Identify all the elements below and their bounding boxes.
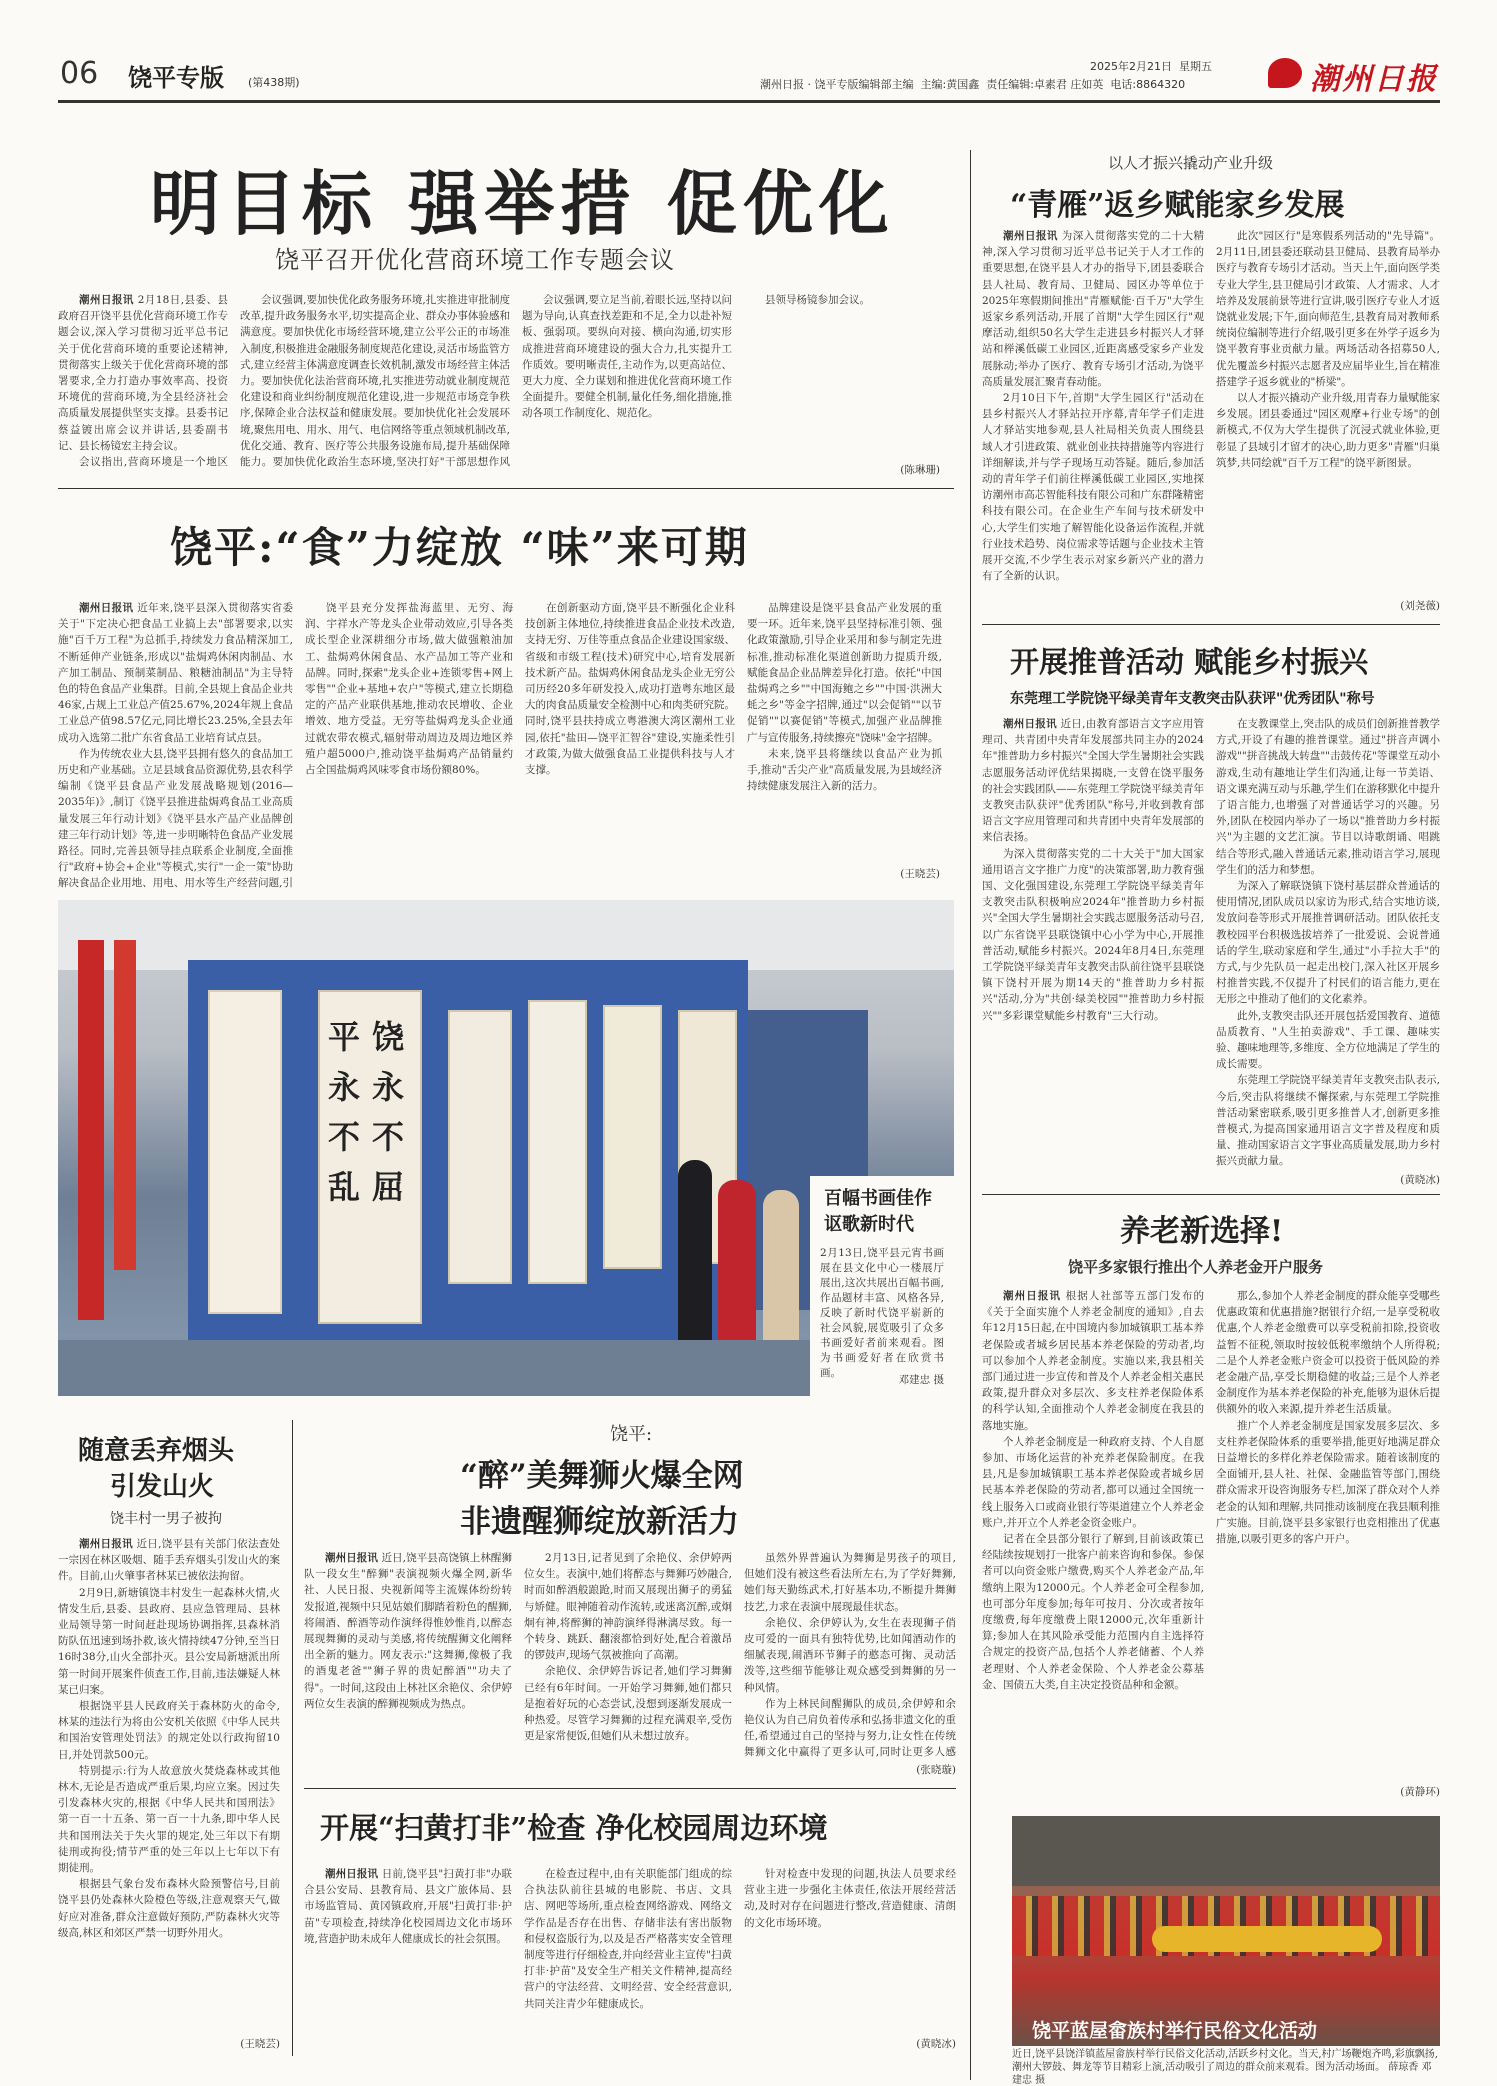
talent-title: “青雁”返乡赋能家乡发展: [1010, 188, 1345, 223]
lead-body-col1: 潮州日报讯 2月18日,县委、县政府召开饶平县优化营商环境工作专题会议,深入学习贯彻习近平总书记关于优化营商环境的重要论述精神,贯彻落实上级关于优化营商环境的部署要求,全力打造办事效率高、投资环境优的营商环境,为全县经济社会高质量发展提供坚实支撑。县委书记蔡益镀出席会议并讲话,县委副书记、县长杨镜宏主持会议。 会议指出,营商环境是一个地区: [58, 294, 228, 469]
food-title: 饶平:“食”力绽放 “味”来可期: [170, 523, 749, 572]
talent-byline: (刘尧薇): [1400, 600, 1440, 612]
folk-photo-overlay-title: 饶平蓝屋畲族村举行民俗文化活动: [1032, 2020, 1318, 2042]
lion-title-1: “醉”美舞狮火爆全网: [460, 1458, 744, 1494]
lead-body-col2: 会议强调,要加快优化政务服务环境,扎实推进审批制度改革,提升政务服务水平,切实提高企业、群众办事体验感和满意度。要加快优化市场经营环境,建立公平公正的市场准入制度,积极推进金融服务制度规范化建设,灵活市场监管方式,建立经营主体满意度调查长效机制,激发市场经营主体活力。要加快优化法治营商环境,扎实推进劳动就业制度规范化建设和商业纠纷制度规范化建设,进一步规范市场竞争秩序,保障企业合法权益和健康发展。要加快优化社会发展环境,聚焦用电、用水、用气、电信网络等重点领域机制改革,优化交通、教育、医疗等公共服务设施布局,提升基础保障能力。要加快优化政治生态环境,坚决打好"干部思想作风: [240, 294, 510, 469]
promo-body-col2: 在支教课堂上,突击队的成员们创新推普教学方式,开设了有趣的推普课堂。通过"拼音声调小游戏""拼音挑战大转盘""击鼓传花"等课堂互动小游戏,生动有趣地让学生们沟通,让每一节美语、语文课充满互动与乐趣,学生们在游移默化中提升了语言能力,也增强了对普通话学习的兴趣。另外,团队在校园内举办了一场以"推普助力乡村振兴"为主题的文艺汇演。节目以诗歌朗诵、唱跳结合等形式,融入普通话元素,推动语言学习,展现学生们的活力和梦想。 为深入了解联饶镇下饶村基层群众普通话的使用情况,团队成员以家访为形式,结合实地访谈,发放问卷等形式开展推普调研活动。团队依托支教校园平台积极选拔培养了一批爱说、会说普通话的学生,联动家庭和学生,通过"小手拉大手"的方式,与少先队员一起走出校门,深入社区开展乡村推普实践,不仅提升了村民们的语言能力,更在无形之中推动了他们的文化素养。 此外,支教突击队还开展包括爱国教育、道德品质教育、"人生拍卖游戏"、手工课、趣味实验、趣味地理等,多维度、全方位地满足了学生的成长需要。 东莞理工学院饶平绿美青年支教突击队表示,今后,突击队将继续不懈探索,与东莞理工学院推普活动紧密联系,吸引更多推普人才,创新更多推普模式,为提高国家通用语言文字普及程度和质量、推动国家语言文字事业高质量发展,助力乡村振兴贡献力量。: [1216, 718, 1440, 1168]
lion-rule: [304, 1788, 956, 1789]
inspect-body-col2: 在检查过程中,由有关职能部门组成的综合执法队前往县城的电影院、书店、文具店、网吧等场所,重点检查网络游戏、网络文学作品是否存在出售、存储非法有害出版物和侵权盗版行为,以及是否严格落实安全管理制度等进行仔细检查,并向经营业主宣传"扫黄打非·护苗"及安全生产相关文件精神,提高经营户的守法经营、文明经营、安全经营意识,共同关注青少年健康成长。: [524, 1868, 732, 2010]
promo-body-col1: 潮州日报讯 近日,由教育部语言文字应用管理司、共青团中央青年发展部共同主办的2024年"推普助力乡村振兴"全国大学生暑期社会实践志愿服务活动评优结果揭晓,一支曾在饶平服务的社会实践团队——东莞理工学院饶平绿美青年支教突击队获评"优秀团队"称号,并收到教育部语言文字应用管理司和共青团中央青年发展部的来信表扬。 为深入贯彻落实党的二十大关于"加大国家通用语言文字推广力度"的决策部署,助力教育强国、文化强国建设,东莞理工学院饶平绿美青年支教突击队积极响应2024年"推普助力乡村振兴"全国大学生暑期社会实践志愿服务活动号召,以广东省饶平县联饶镇中心小学为中心,开展推普活动,赋能乡村振兴。2024年8月4日,东莞理工学院饶平绿美青年支教突击队前往饶平县联饶镇下饶村开展为期14天的"推普助力乡村振兴"活动,分为"共创·绿美校园""推普助力乡村振兴""多彩课堂赋能乡村教育"三大行动。: [982, 718, 1204, 1022]
promo-rule: [982, 1194, 1440, 1195]
inspect-body-col3: 针对检查中发现的问题,执法人员要求经营业主进一步强化主体责任,依法开展经营活动,及时对存在问题进行整改,营造健康、清朗的文化市场环境。: [744, 1868, 956, 1929]
header-rule: [58, 100, 1440, 103]
lead-body-col3: 会议强调,要立足当前,着眼长远,坚持以问题为导向,认真查找差距和不足,全力以赴补短板、强弱项。要纵向对接、横向沟通,切实形成推进营商环境建设的强大合力,扎实提升工作质效。要明晰责任,主动作为,以更高站位、更大力度、全力谋划和推进优化营商环境工作全面提升。要健全机制,量化任务,细化措施,推动各项工作制度化、规范化。: [522, 294, 732, 420]
inspect-title: 开展“扫黄打非”检查 净化校园周边环境: [320, 1811, 828, 1845]
food-body-col1: 潮州日报讯 近年来,饶平县深入贯彻落实省委关于"下定决心把食品工业搞上去"部署要求,以实施"百千万工程"为总抓手,持续发力食品精深加工,不断延伸产业链条,形成以"盐焗鸡休闲肉制品、水产加工制品、预制菜制品、粮糖油制品"为主导特色的特色食品产业集群。目前,全县规上食品企业共46家,占规上工业总产值25.67%,2024年规上食品工业总产值98.57亿元,同比增长23.25%,全县去年成功入选第二批广东省食品工业培育试点县。 作为传统农业大县,饶平县拥有悠久的食品加工历史和产业基础。立足县域食品资源优势,县农科学编制《饶平县食品产业发展战略规划(2016—2035年)》,制订《饶平县推进盐焗鸡食品工业高质量发展三年行动计划》《饶平县水产品产业品牌创建三年行动计划》等,进一步明晰特色食品产业发展路径。同时,完善县领导挂点联系企业制度,全面推行"政府+协会+企业"等模式,实行"一企一策"协助解决食品企业用地、用电、用水等生产经营问题,引: [58, 602, 293, 890]
inspect-byline: (黄晓冰): [916, 2038, 956, 2050]
fire-body: 潮州日报讯 近日,饶平县有关部门依法查处一宗因在林区吸烟、随手丢弃烟头引发山火的案件。目前,山火肇事者林某已被依法拘留。 2月9日,新塘镇饶丰村发生一起森林火情,火情发生后,县委、县政府、县应急管理局、县林业局领导第一时间赶赴现场协调指挥,县森林消防队伍迅速到场扑救,该火情持续47分钟,至当日16时38分,山火全部扑灭。县公安局新塘派出所第一时间开展案件侦查工作,目前,违法嫌疑人林某已归案。 根据饶平县人民政府关于森林防火的命令,林某的违法行为将由公安机关依照《中华人民共和国治安管理处罚法》的规定处以行政拘留10日,并处罚款500元。 特别提示:行为人故意放火焚烧森林或其他林木,无论是否造成严重后果,均应立案。因过失引发森林火灾的,根据《中华人民共和国刑法》第一百一十五条、第一百一十九条,即中华人民共和国刑法关于失火罪的规定,处三年以下有期徒刑或拘役;情节严重的处三年以上七年以下有期徒刑。 根据县气象台发布森林火险预警信号,目前饶平县仍处森林火险橙色等级,注意观察天气,做好应对准备,群众注意做好预防,严防森林火灾等级高,林区和郊区严禁一切野外用火。: [58, 1538, 280, 1939]
page-number: 06: [60, 56, 99, 91]
food-body-col2: 饶平县充分发挥盐海蓝里、无穷、海润、宇祥水产等龙头企业带动效应,引导各类成长型企业深耕细分市场,做大做强粮油加工、盐焗鸡休闲食品、水产品加工等产业和品牌。同时,探索"龙头企业+连锁零售+网上零售""企业+基地+农户"等模式,建立长期稳定的产品产业联供基地,推动农民增收、企业增效、地方受益。无穷等盐焗鸡龙头企业通过就农带农模式,辐射带动周边及周边地区养殖户超5000户,推动饶平盐焗鸡产品销量约占全国盐焗鸡风味零食市场份额80%。: [305, 602, 513, 777]
pension-subtitle: 饶平多家银行推出个人养老金开户服务: [1068, 1258, 1324, 1276]
calligraphy-photo: [58, 900, 954, 1396]
painting-scroll: [603, 1005, 662, 1269]
photo-credit: 邓建忠 摄: [898, 1374, 944, 1386]
lion-byline: (张晓璇): [916, 1764, 956, 1776]
food-body-col3: 在创新驱动方面,饶平县不断强化企业科技创新主体地位,持续推进食品企业技术改造,支持无穷、万佳等重点食品企业建设国家级、省级和市级工程(技术)研究中心,培育发展新技术新产品。盐焗鸡休闲食品龙头企业无穷公司历经20多年研发投入,成功打造粤东地区最大的肉食品质量安全检测中心和肉类研究院。同时,饶平县扶持成立粤港澳大湾区潮州工业园,依托"盐田—饶平汇智谷"建设,实施柔性引才政策,为做大做强食品工业提供科技与人才支撑。: [525, 602, 735, 777]
column-divider: [970, 150, 971, 2080]
pension-body-col2: 那么,参加个人养老金制度的群众能享受哪些优惠政策和优惠措施?据银行介绍,一是享受税收优惠,个人养老金缴费可以享受税前扣除,投资收益暂不征税,领取时按较低税率缴纳个人所得税;二是个人养老金账户资金可以投资于低风险的养老金融产品,享受长期稳健的收益;三是个人养老金制度作为基本养老保险的补充,能够为退休后提供额外的收入来源,提升养老生活质量。 推广个人养老金制度是国家发展多层次、多支柱养老保险体系的重要举措,能更好地满足群众日益增长的多样化养老保险需求。随着该制度的全面铺开,县人社、社保、金融监管等部门,围绕群众需求开设咨询服务专栏,加深了群众对个人养老金的认知和理解,共同推动该制度在我县顺利推广实施。目前,饶平县多家银行也竞相推出了优惠措施,以吸引更多的客户开户。: [1216, 1290, 1440, 1546]
talent-body-col2: 此次"园区行"是寒假系列活动的"先导篇"。2月11日,团县委还联动县卫健局、县教育局举办医疗与教育专场引才活动。当天上午,面向医学类专业大学生,县卫健局引才政策、人才需求、人才培养及发展前景等进行宣讲,吸引医疗专业人才返饶就业发展;下午,面向师范生,县教育局对教师系统岗位编制等进行介绍,吸引更多在外学子返乡为饶平教育事业贡献力量。两场活动各招募50人,优先覆盖乡村振兴志愿者及应届毕业生,旨在精准搭建学子返乡就业的"桥梁"。 以人才振兴撬动产业升级,用青春力量赋能家乡发展。团县委通过"园区观摩+行业专场"的创新模式,不仅为大学生提供了沉浸式就业体验,更彰显了县域引才留才的决心,助力更多"青雁"归巢筑梦,共同绘就"百千万工程"的饶平新图景。: [1216, 230, 1440, 469]
talent-kicker: 以人才振兴撬动产业升级: [1108, 154, 1274, 172]
painting-scroll: [448, 1010, 512, 1284]
promo-subtitle: 东莞理工学院饶平绿美青年支教突击队获评"优秀团队"称号: [1010, 691, 1375, 707]
lion-title-2: 非遗醒狮绽放新活力: [460, 1504, 739, 1540]
fire-title-1: 随意丢弃烟头: [78, 1436, 235, 1466]
photo-caption-text: 2月13日,饶平县元宵书画展在县文化中心一楼展厅展出,这次共展出百幅书画,作品题材丰富、风格各异,反映了新时代饶平崭新的社会风貌,展览吸引了众多书画爱好者前来观看。图为书画爱好者在欣赏书画。: [820, 1247, 944, 1379]
red-couplet: [78, 940, 104, 1320]
lion-body-col1: 潮州日报讯 近日,饶平县高饶镇上林醒狮队一段女生"醉狮"表演视频火爆全网,新华社、人民日报、央视新闻等主流媒体纷纷转发报道,视频中只见姑娘们脚踏着粉色的醒狮,将闹酒、醉酒等动作演绎得惟妙惟肖,以醉态展现舞狮的灵动与美感,将传统醒狮文化阐释出全新的魅力。网友表示:"这舞狮,像极了我的酒鬼老爸""狮子界的贵妃醉酒""功夫了得"。一时间,这段由上林社区余艳仪、余伊婷两位女生表演的醉狮视频成为热点。: [304, 1552, 512, 1710]
fire-byline: (王晓芸): [240, 2038, 280, 2050]
calligraphy-scroll: 平 永 不 乱 饶 永 不 屈: [318, 990, 422, 1324]
section-title: 饶平专版: [128, 64, 224, 92]
pension-body-col1: 潮州日报讯 根据人社部等五部门发布的《关于全面实施个人养老金制度的通知》,自去年12月15日起,在中国境内参加城镇职工基本养老保险或者城乡居民基本养老保险的劳动者,均可以参加个人养老金制度。实施以来,我县相关部门通过进一步宣传和普及个人养老金相关惠民政策,提升群众对多层次、多支柱养老保险体系的科学认知,全面推动个人养老金制度在我县的落地实施。 个人养老金制度是一种政府支持、个人自愿参加、市场化运营的补充养老保险制度。在我县,凡是参加城镇职工基本养老保险或者城乡居民基本养老保险的劳动者,都可以通过全国统一线上服务入口或商业银行等渠道建立个人养老金账户,并开立个人养老金资金账户。 记者在全县部分银行了解到,目前该政策已经陆续按规划打一批客户前来咨询和参保。参保者可以向资金账户缴费,购买个人养老金产品,年缴纳上限为12000元。个人养老金可全程参加,也可部分年度参加;每年可按月、分次或者按年度缴费,每年度缴费上限12000元,次年重新计算;参加人在其风险承受能力范围内自主选择符合规定的投资产品,包括个人养老储蓄、个人养老理财、个人养老金保险、个人养老金公募基金、国债五大类,自主决定投资品种和金额。: [982, 1290, 1204, 1691]
lead-rule: [58, 488, 954, 489]
food-byline: (王晓芸): [900, 868, 940, 880]
lion-body-col2: 2月13日,记者见到了余艳仪、余伊婷两位女生。表演中,她们将醉态与舞狮巧妙融合,时而如醉酒般踉跄,时而又展现出狮子的勇猛与矫健。眼神随着动作流转,或迷离沉醉,或炯炯有神,将醉狮的神韵演绎得淋漓尽致。每一个转身、跳跃、翻滚都恰到好处,配合着激昂的锣鼓声,现场气氛被推向了高潮。 余艳仪、余伊婷告诉记者,她们学习舞狮已经有6年时间。一开始学习舞狮,她们都只是抱着好玩的心态尝试,没想到逐渐发展成一种热爱。尽管学习舞狮的过程充满艰辛,受伤更是家常便饭,但她们从未想过放弃。: [524, 1552, 732, 1743]
photo-caption-box: [810, 1176, 954, 1396]
food-body-col4: 品牌建设是饶平县食品产业发展的重要一环。近年来,饶平县坚持标准引领、强化政策激励,引导企业采用和参与制定先进标准,推动标准化渠道创新助力提质升级,赋能食品企业品牌差异化打造。依托"中国盐焗鸡之乡""中国海鲍之乡""中国·洪洲大蚝之乡"等金字招牌,通过"以会促销""以节促销""以赛促销"等模式,加强产业品牌推广与宣传服务,持续擦亮"饶味"金字招牌。 未来,饶平县将继续以食品产业为抓手,推动"舌尖产业"高质量发展,为县域经济持续健康发展注入新的活力。: [747, 602, 942, 793]
promo-title: 开展推普活动 赋能乡村振兴: [1010, 645, 1369, 679]
fire-subtitle: 饶丰村一男子被拘: [110, 1511, 222, 1527]
column-divider: [292, 1420, 293, 2056]
fire-title-2: 引发山火: [110, 1472, 215, 1502]
paper-logo: [1268, 52, 1438, 96]
lion-body-col3: 虽然外界普遍认为舞狮是男孩子的项目,但她们没有被这些看法所左右,为了学好舞狮,她们每天勤练武术,打好基本功,不断提升舞狮技艺,力求在表演中展现最佳状态。 余艳仪、余伊婷认为,女生在表现狮子俏皮可爱的一面具有独特优势,比如闻酒动作的细腻表现,闹酒环节狮子的憨态可掬、灵动活泼等,这些细节能够让观众感受到舞狮的另一种风情。 作为上林民间醒狮队的成员,余伊婷和余艳仪认为自己肩负着传承和弘扬非遗文化的重任,希望通过自己的坚持与努力,让女性在传统舞狮文化中赢得了更多认可,同时让更多人感: [744, 1552, 956, 1759]
inspect-body-col1: 潮州日报讯 日前,饶平县"扫黄打非"办联合县公安局、县教育局、县文广旅体局、县市场监管局、黄冈镇政府,开展"扫黄打非·护苗"专项检查,持续净化校园周边文化市场环境,营造护助未成年人健康成长的社会氛围。: [304, 1868, 512, 1945]
lion-kicker: 饶平:: [610, 1424, 653, 1445]
lead-title: 明目标 强举措 促优化: [150, 162, 895, 245]
promo-byline: (黄晓冰): [1400, 1174, 1440, 1186]
lead-subtitle: 饶平召开优化营商环境工作专题会议: [275, 246, 675, 274]
dragon: [1152, 1926, 1382, 1952]
photo-caption-title: 百幅书画佳作讴歌新时代: [824, 1188, 932, 1235]
logo-mark-icon: [1268, 58, 1302, 88]
buildings: [1012, 1816, 1440, 1886]
header-date: 2025年2月21日 星期五: [1090, 60, 1212, 73]
red-couplet: [114, 940, 136, 1270]
painting-scroll: [208, 990, 282, 1314]
pension-byline: (黄静环): [1400, 1786, 1440, 1798]
folk-photo-caption: 近日,饶平县饶洋镇蓝屋畲族村举行民俗文化活动,活跃乡村文化。当天,村广场鞭炮齐鸣,彩旗飘扬,潮州大锣鼓、舞龙等节目精彩上演,活动吸引了周边的群众前来观看。图为活动场面。 薛琼香 邓建忠 摄: [1012, 2049, 1438, 2084]
header-credits: 潮州日报 · 饶平专版编辑部主编 主编:黄国鑫 责任编辑:卓素君 庄如英 电话:8864320: [760, 78, 1186, 91]
lead-body-col4: 县领导杨镜参加会议。: [765, 294, 870, 306]
pension-title: 养老新选择!: [1120, 1214, 1284, 1249]
lead-byline: (陈琳珊): [900, 464, 940, 476]
issue-number: (第438期): [248, 76, 300, 89]
painting-scroll: [528, 1000, 587, 1284]
talent-rule: [982, 624, 1440, 625]
logo-text: 潮州日报: [1310, 62, 1438, 97]
folk-activity-photo: [1012, 1816, 1440, 2046]
talent-body-col1: 潮州日报讯 为深入贯彻落实党的二十大精神,深入学习贯彻习近平总书记关于人才工作的重要思想,在饶平县人才办的指导下,团县委联合县人社局、教育局、卫健局、园区办等单位于2025年寒假期间推出"青雁赋能·百千万"大学生返家乡系列活动,开展了首期"大学生园区行"观摩活动,组织50名大学生走进县乡村振兴人才驿站和榉溪低碳工业园区,近距离感受家乡产业发展脉动;举办了医疗、教育专场引才活动,为饶平高质量发展汇聚青春动能。 2月10日下午,首期"大学生园区行"活动在县乡村振兴人才驿站拉开序幕,青年学子们走进人才驿站实地参观,县人社局相关负责人围绕县域人才引进政策、就业创业扶持措施等内容进行详细解读,并与学子现场互动答疑。随后,参加活动的青年学子们前往榉溪低碳工业园区,实地探访潮州市高芯智能科技有限公司和广东群隆精密科技有限公司。在企业生产车间与技术研发中心,大学生们实地了解智能化设备运作流程,并就行业技术趋势、岗位需求等话题与企业技术主管展开交流,不少学生表示对家乡新兴产业的潜力有了全新的认识。: [982, 230, 1204, 583]
